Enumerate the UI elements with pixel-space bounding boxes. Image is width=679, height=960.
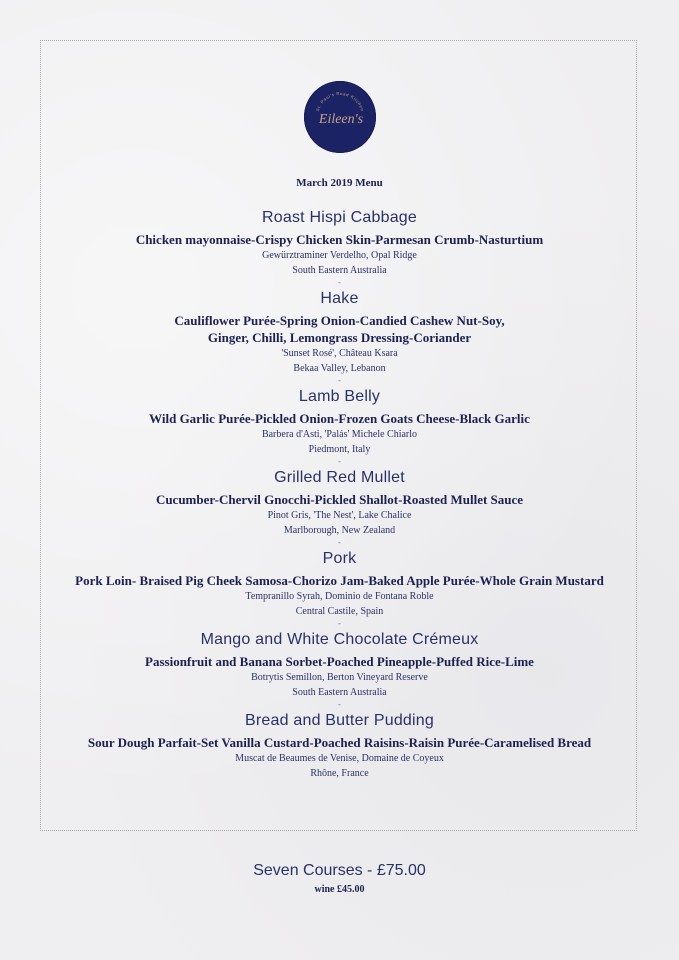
course-name: Grilled Red Mullet bbox=[274, 469, 405, 486]
wine-pairing: Barbera d'Asti, 'Palás' Michele Chiarlo bbox=[261, 429, 418, 440]
restaurant-logo bbox=[304, 81, 376, 153]
dish-description bbox=[0, 312, 679, 346]
dish-description bbox=[0, 653, 679, 670]
course-name: Bread and Butter Pudding bbox=[245, 712, 434, 729]
course-separator: - bbox=[338, 699, 341, 709]
course-block bbox=[0, 709, 679, 781]
wine-region: Rhône, France bbox=[310, 768, 369, 779]
dish-line: Cucumber-Chervil Gnocchi-Pickled Shallot-Roasted Mullet Sauce bbox=[155, 492, 524, 507]
dish-line: Ginger, Chilli, Lemongrass Dressing-Coriander bbox=[207, 330, 472, 345]
course-name: Pork bbox=[322, 550, 357, 567]
dish-description bbox=[0, 491, 679, 508]
wine-region: South Eastern Australia bbox=[292, 265, 387, 276]
course-block bbox=[0, 385, 679, 466]
course-name: Lamb Belly bbox=[298, 388, 381, 405]
course-name: Hake bbox=[320, 290, 359, 307]
menu-title: March 2019 Menu bbox=[296, 177, 383, 189]
wine-pairing: Gewürztraminer Verdelho, Opal Ridge bbox=[262, 250, 417, 261]
course-list bbox=[0, 206, 679, 781]
course-block bbox=[0, 287, 679, 385]
course-separator: - bbox=[338, 375, 341, 385]
dish-description bbox=[0, 572, 679, 589]
menu-price: Seven Courses - £75.00 bbox=[253, 862, 426, 879]
course-separator: - bbox=[338, 537, 341, 547]
dish-line: Wild Garlic Purée-Pickled Onion-Frozen Goats Cheese-Black Garlic bbox=[149, 411, 530, 426]
dish-line: Passionfruit and Banana Sorbet-Poached Pineapple-Puffed Rice-Lime bbox=[145, 654, 534, 669]
wine-pairing: Tempranillo Syrah, Dominio de Fontana Roble bbox=[245, 591, 434, 602]
wine-region: South Eastern Australia bbox=[292, 687, 387, 698]
wine-region: Central Castile, Spain bbox=[295, 606, 384, 617]
wine-region: Marlborough, New Zealand bbox=[283, 525, 396, 536]
dish-line: Chicken mayonnaise-Crispy Chicken Skin-Parmesan Crumb-Nasturtium bbox=[135, 232, 544, 247]
wine-pairing: 'Sunset Rosé', Château Ksara bbox=[281, 348, 398, 359]
svg-text:St. Paul's Road Kitchen bbox=[315, 91, 365, 112]
wine-pairing: Botrytis Semillon, Berton Vineyard Reserve bbox=[251, 672, 428, 683]
wine-pairing: Pinot Gris, 'The Nest', Lake Chalice bbox=[267, 510, 412, 521]
course-separator: - bbox=[338, 277, 341, 287]
course-block bbox=[0, 206, 679, 287]
course-name: Mango and White Chocolate Crémeux bbox=[200, 631, 479, 648]
dish-line: Cauliflower Purée-Spring Onion-Candied Cashew Nut-Soy, bbox=[174, 313, 505, 328]
dish-line: Sour Dough Parfait-Set Vanilla Custard-Poached Raisins-Raisin Purée-Caramelised Bread bbox=[87, 735, 592, 750]
course-separator: - bbox=[338, 618, 341, 628]
wine-region: Bekaa Valley, Lebanon bbox=[293, 363, 386, 374]
course-name: Roast Hispi Cabbage bbox=[262, 209, 417, 226]
dish-description bbox=[0, 734, 679, 751]
dish-description bbox=[0, 410, 679, 427]
logo-mark bbox=[304, 81, 376, 153]
course-separator: - bbox=[338, 456, 341, 466]
course-block bbox=[0, 628, 679, 709]
wine-region: Piedmont, Italy bbox=[308, 444, 371, 455]
wine-pairing: Muscat de Beaumes de Venise, Domaine de Coyeux bbox=[235, 753, 444, 764]
course-block bbox=[0, 466, 679, 547]
logo-script-name: Eileen's bbox=[318, 112, 364, 127]
logo-tagline: St. Paul's Road Kitchen bbox=[314, 90, 366, 112]
dish-description bbox=[0, 231, 679, 248]
dish-line: Pork Loin- Braised Pig Cheek Samosa-Chorizo Jam-Baked Apple Purée-Whole Grain Mustard bbox=[75, 573, 604, 588]
wine-price: wine £45.00 bbox=[314, 884, 365, 895]
course-block bbox=[0, 547, 679, 628]
